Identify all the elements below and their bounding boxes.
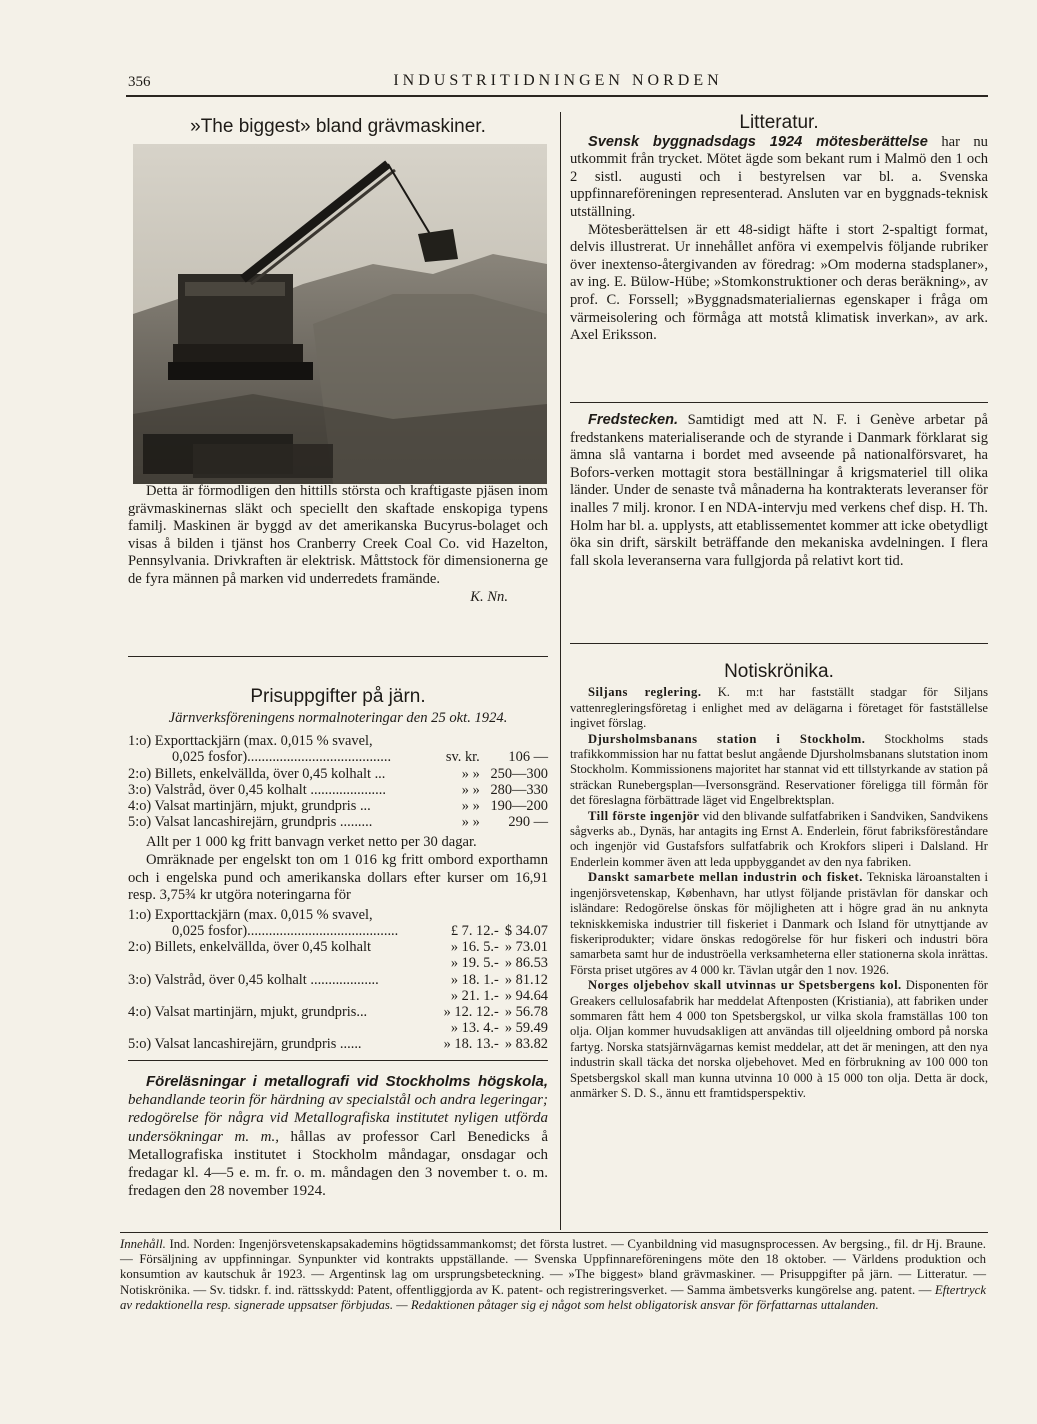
notis-item-4: Danskt samarbete mellan industrin och fisket. Tekniska läroanstalten i ingenjörsvetenskap, København, har utlyst följande pristävlan för danskar och isländare: Redogörelse önskas för möjligheten att i högre grad än nu anknyta tekniskkemiska industrier till fiskeriet i Danmark och Island för utnyttjande av fiskeriprodukter; vidare önskas redogörelse för hur fiskeri och industri böra samarbeta samt hur de induströella verksamheterna eller stationerna skola inrättas. Första priset utgöres av 4 000 kr. Tävlan utgår den 1 nov. 1926.	[570, 870, 989, 977]
litteratur-lead: Svensk byggnadsdags 1924 mötesberättelse	[588, 133, 928, 150]
prices-block	[128, 688, 548, 1053]
litteratur-block	[570, 114, 988, 345]
prices-table-sek	[128, 733, 548, 830]
table-row: 4:o) Valsat martinjärn, mjukt, grundpris... » 12. 12.- » 56.78	[128, 1004, 548, 1020]
excavator-illustration	[133, 144, 547, 484]
table-row: 2:o) Billets, enkelvällda, över 0,45 kolhalt » 16. 5.- » 73.01	[128, 939, 548, 956]
footer-contents	[120, 1237, 986, 1313]
column-divider	[560, 112, 561, 1230]
litteratur-p2: Mötesberättelsen är ett 48-sidigt häfte i stort 2-spaltigt format, delvis illustrerat. Ur innehållet anföra vi exempelvis följande rubriker över inextenso-återgivanden av föredrag: »Om moderna stadsplaner», av ing. E. Bülow-Hübe; »Stomkonstruktioner och deras beräkning», av prof. C. Forssell; »Byggnadsmaterialiernas egenskaper i fråga om värmeisolering och förmåga att motstå klimatisk inverkan», av ark. Axel Eriksson.	[570, 221, 988, 344]
litteratur-title: Litteratur.	[739, 112, 819, 133]
fredstecken-lead: Fredstecken.	[588, 412, 679, 428]
table-row: 0,025 fosfor)........................................ sv. kr. 106 —	[172, 749, 548, 766]
table-row: 3:o) Valstråd, över 0,45 kolhalt ................... » 18. 1.- » 81.12	[128, 971, 548, 988]
footer-text-1: Ind. Norden: Ingenjörsvetenskapsakademins högtidssammankomst; det första lustret. — Cyanbildning vid masugnsprocessen. Av bergsing., fil. dr Hj. Braune. — Försäljning av uppfinningar. Synpunkter vid kontrakts uppställande. — Svenska Uppfinnareföreningens möte den 18 oktober. — Världens produktion och konsumtion av kautschuk år 1923. — Argentinsk lag om ursprungsbeteckning. — »The biggest» bland grävmaskiner. — Prisuppgifter på järn. — Litteratur. — Notiskrönika. — Sv. tidskr. f. ind. rättsskydd: Patent, offentliggjorda av K. patent- och registreringsverket. — Samma ämbetsverks kungörelse ang. patent. —	[120, 1237, 986, 1297]
prices-note-2: Omräknade per engelskt ton om 1 016 kg fritt ombord exporthamn och i engelska pund och amerikanska dollars efter kurser om 16,91 resp. 3,75¾ kr utgöra noteringarna för	[128, 852, 548, 904]
lectures-paragraph	[128, 1073, 548, 1200]
footer-label: Innehåll.	[120, 1237, 166, 1251]
litteratur-p1: Svensk byggnadsdags 1924 mötesberättelse har nu utkommit från trycket. Mötet ägde som bekant rum i Malmö den 1 och 2 sistl. augusti och i bestyrelsen var bl. a. Svenska uppfinnareföreningen representerad. Ansluten var en byggnads-teknisk utställning.	[570, 133, 988, 220]
notiskronika-title: Notiskrönika.	[724, 661, 834, 682]
biggest-signature: K. Nn.	[470, 588, 508, 605]
table-row: 1:o) Exporttackjärn (max. 0,015 % svavel,	[128, 733, 373, 750]
running-header	[128, 72, 988, 94]
table-row: 0,025 fosfor).......................................... £ 7. 12.- $ 34.07	[172, 922, 548, 939]
lectures-italic: behandlande teorin för härdning av specialstål och andra legeringar; redogörelse för några vid Metallografiska institutet nyligen utförda undersökningar m. m.,	[128, 1092, 548, 1145]
prices-note-1: Allt per 1 000 kg fritt banvagn verket netto per 30 dagar.	[146, 834, 477, 851]
table-row: 5:o) Valsat lancashirejärn, grundpris ......... » » 290 —	[128, 814, 548, 831]
table-row: » 13. 4.- » 59.49	[450, 1020, 548, 1037]
left-rule-2	[128, 1060, 548, 1061]
lectures-lead: Föreläsningar i metallografi vid Stockholms högskola,	[146, 1073, 548, 1090]
biggest-title-block	[128, 118, 548, 136]
notis-item-3: Till förste ingenjör vid den blivande sulfatfabriken i Sandviken, Sandvikens sågverks ab., Dynäs, har antagits ing Ernst A. Enderlein, förut fabriksföreståndare och ingenjör vid Gustafsfors sulfatfabrik och Krokfors sliperi i Dalsland. Hr Enderlein kommer även att leda uppbyggandet av den nya fabriken.	[570, 808, 988, 869]
biggest-caption: Detta är förmodligen den hittills största och kraftigaste pjäsen inom grävmaskinernas släkt och speciellt den skaftade enskopiga typens familj. Maskinen är byggd av det amerikanska Bucyrus-bolaget och visas å bilden i tjänst hos Cranberry Creek Coal Co. vid Hazelton, Pennsylvania. Drivkraften är elektrisk. Måttstock för dimensionerna ge de fyra männen på marken vid underredets framände.	[128, 483, 548, 587]
excavator-photo	[133, 144, 547, 484]
biggest-caption-block	[128, 483, 548, 606]
table-row: » 21. 1.- » 94.64	[450, 987, 548, 1004]
right-rule-1	[570, 402, 988, 403]
table-row: 4:o) Valsat martinjärn, mjukt, grundpris ... » » 190—200	[128, 798, 548, 814]
prices-subtitle: Järnverksföreningens normalnoteringar den 25 okt. 1924.	[168, 709, 508, 726]
notis-item-2: Djursholmsbanans station i Stockholm. Stockholms stads trafikkommission har nu fattat beslut angående Djursholmsbanans slutstation inom Stockholm. Kommissionens majoritet har stannat vid ett tillstyrkande av station på sträckan Runebergsplan—Iversonsgränd. Reservationer föreligga till förmån för det föreslagna förbättrade läget vid Engelbrektsplan.	[570, 731, 989, 808]
fredstecken-block	[570, 412, 988, 570]
biggest-title: »The biggest» bland grävmaskiner.	[190, 116, 486, 137]
notis-item-5: Norges oljebehov skall utvinnas ur Spetsbergens kol. Disponenten för Greakers cellulosafabrik har meddelat Aftenposten (Kristiania), att fabriken under sommaren fått hem 4 000 ton Spetsbergskol, ur vilka skola framställas 100 ton olja. Oljan kommer huvudsakligen att användas till oljeeldning ombord på norska fartyg. Norska statsjärnvägarnas kemist meddelar, att det är meningen, att den nya industrin skall täcka det norska oljebehovet. Med en förbrukning av 100 000 ton Spetsbergskol skall man kunna utvinna 10 000 à 15 000 ton olja. Detta är dock, anmärker S. D. S., ännu ett framtidsperspektiv.	[570, 978, 988, 1100]
left-rule-1	[128, 656, 548, 657]
header-rule	[126, 95, 988, 97]
table-row: 1:o) Exporttackjärn (max. 0,015 % svavel,	[128, 906, 373, 923]
footer-rule	[120, 1232, 988, 1233]
footer-text-2: Eftertryck av redaktionella resp. signerade uppsatser förbjudas. — Redaktionen påtager sig ej något som helst obligatorisk ansvar för författarnas uttalanden.	[120, 1282, 987, 1312]
table-row: 3:o) Valstråd, över 0,45 kolhalt ..................... » » 280—330	[128, 781, 548, 798]
lectures-block	[128, 1073, 548, 1200]
page-number: 356	[128, 74, 151, 90]
fredstecken-paragraph: Fredstecken. Samtidigt med att N. F. i Genève arbetar på fredstankens materialiserande och de styrande i Danmark förklarat sig ämna slå vantarna i bordet med avseende på nationalförsvaret, ha Bofors-verken mottagit stora beställningar å krigsmateriel till olika länder. Under de senaste två månaderna ha kontrakterats leveranser för inalles 7 milj. kronor. I en NDA-intervju med verkens chef disp. H. Th. Holm har bl. a. upplysts, att etablissementet kommer att icke obetydligt öka sin drift, särskilt beträffande den mekaniska avdelningen. I flera fall skola leveranserna vara fullgjorda på relativt kort tid.	[570, 412, 989, 569]
right-rule-2	[570, 643, 988, 644]
notis-item-1: Siljans reglering. K. m:t har fastställt stadgar för Siljans vattenregleringsföretag i enlighet med av delägarna i företaget för fastställelse ingivet förslag.	[570, 685, 988, 731]
notiskronika-block	[570, 661, 989, 1101]
journal-title: INDUSTRITIDNINGEN NORDEN	[393, 72, 723, 89]
prices-title: Prisuppgifter på järn.	[250, 686, 426, 707]
lectures-rest: hållas av professor Carl Benedicks å Metallografiska institutet i Stockholm måndagar, onsdagar och fredagar kl. 4—5 e. m. fr. o. m. måndagen den 3 november t. o. m. fredagen den 28 november 1924.	[128, 1128, 549, 1200]
table-row: » 19. 5.- » 86.53	[450, 955, 548, 972]
table-row: 5:o) Valsat lancashirejärn, grundpris ...... » 18. 13.- » 83.82	[128, 1036, 548, 1053]
prices-table-export	[128, 907, 548, 1053]
table-row: 2:o) Billets, enkelvällda, över 0,45 kolhalt ... » » 250—300	[128, 765, 548, 782]
